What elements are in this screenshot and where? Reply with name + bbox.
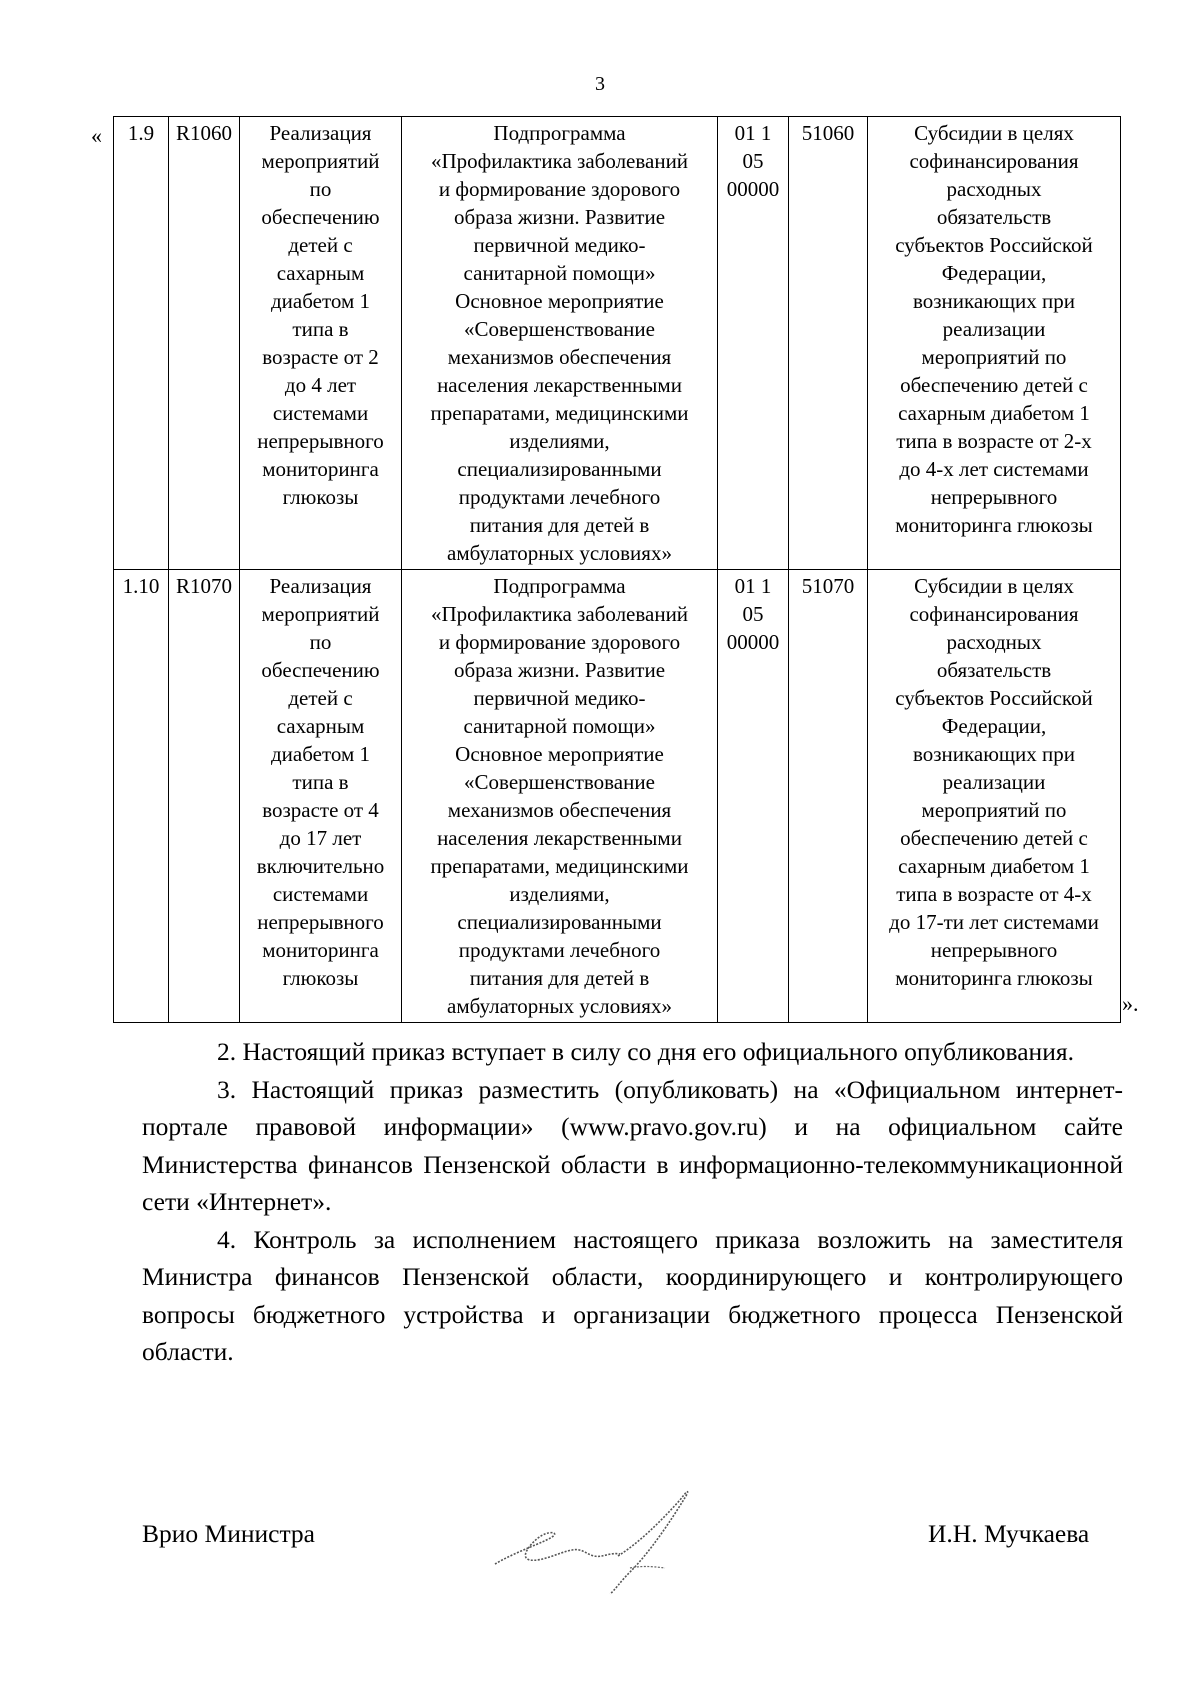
- row-direction: 51070: [801, 574, 855, 598]
- paragraph-publication: 3. Настоящий приказ разместить (опубликовать) на «Официальном интернет-портале правовой информации» (www.pravo.gov.ru) и на официальном сайте Министерства финансов Пензенской области в информационно-телекоммуникационной сети «Интернет».: [142, 1074, 1123, 1216]
- row-number-cell: [114, 117, 169, 570]
- row-target: Субсидии в целях софинансирования расходных обязательств субъектов Российской Федерации, возникающих при реализации мероприятий по обеспечению детей с сахарным диабетом 1 типа в возрасте от 4-х до 17-ти лет системами непрерывного мониторинга глюкозы: [889, 574, 1099, 990]
- code-cell: [169, 117, 240, 570]
- page-number: 3: [595, 73, 605, 95]
- row-number: 1.9: [127, 121, 155, 145]
- program-cell: [402, 570, 718, 1023]
- paragraph-effective-date: 2. Настоящий приказ вступает в силу со дня его официального опубликования.: [217, 1037, 1074, 1066]
- name-cell: [240, 117, 402, 570]
- program-cell: [402, 117, 718, 570]
- target-cell: [868, 117, 1121, 570]
- row-number: 1.10: [122, 574, 160, 598]
- table-row: [114, 570, 1121, 1023]
- row-csr: 01 1 05 00000: [726, 574, 780, 654]
- code-cell: [169, 570, 240, 1023]
- row-name: Реализация мероприятий по обеспечению детей с сахарным диабетом 1 типа в возрасте от 2 до 4 лет системами непрерывного мониторинга глюкозы: [257, 121, 384, 509]
- row-program: Подпрограмма «Профилактика заболеваний и формирование здорового образа жизни. Развитие первичной медико- санитарной помощи» Основное мероприятие «Совершенствование механизмов обеспечения населения лекарственными препаратами, медицинскими изделиями, специализированными продуктами лечебного питания для детей в амбулаторных условиях»: [430, 574, 689, 1018]
- order-paragraphs: [142, 1033, 1123, 1371]
- row-number-cell: [114, 570, 169, 1023]
- csr-cell: [718, 117, 789, 570]
- table-open-quote: «: [91, 123, 102, 148]
- row-name: Реализация мероприятий по обеспечению детей с сахарным диабетом 1 типа в возрасте от 4 до 17 лет включительно системами непрерывного мониторинга глюкозы: [256, 574, 385, 990]
- target-cell: [868, 570, 1121, 1023]
- budget-classification-table: [113, 116, 1121, 1023]
- signatory-title: Врио Министра: [142, 1519, 315, 1548]
- row-csr: 01 1 05 00000: [726, 121, 780, 201]
- row-code: R1060: [175, 121, 232, 145]
- row-program: Подпрограмма «Профилактика заболеваний и формирование здорового образа жизни. Развитие первичной медико- санитарной помощи» Основное мероприятие «Совершенствование механизмов обеспечения населения лекарственными препаратами, медицинскими изделиями, специализированными продуктами лечебного питания для детей в амбулаторных условиях»: [430, 121, 689, 565]
- row-target: Субсидии в целях софинансирования расходных обязательств субъектов Российской Федерации, возникающих при реализации мероприятий по обеспечению детей с сахарным диабетом 1 типа в возрасте от 2-х до 4-х лет системами непрерывного мониторинга глюкозы: [895, 121, 1093, 537]
- handwritten-signature-icon: [490, 1482, 730, 1602]
- paragraph-control: 4. Контроль за исполнением настоящего приказа возложить на заместителя Министра финансов Пензенской области, координирующего и контролирующего вопросы бюджетного устройства и организации бюджетного процесса Пензенской области.: [142, 1224, 1123, 1366]
- signatory-name: И.Н. Мучкаева: [928, 1519, 1090, 1548]
- direction-cell: [789, 570, 868, 1023]
- row-code: R1070: [175, 574, 232, 598]
- table-row: [114, 117, 1121, 570]
- direction-cell: [789, 117, 868, 570]
- name-cell: [240, 570, 402, 1023]
- csr-cell: [718, 570, 789, 1023]
- row-direction: 51060: [801, 121, 855, 145]
- table-close-quote: ».: [1122, 991, 1139, 1016]
